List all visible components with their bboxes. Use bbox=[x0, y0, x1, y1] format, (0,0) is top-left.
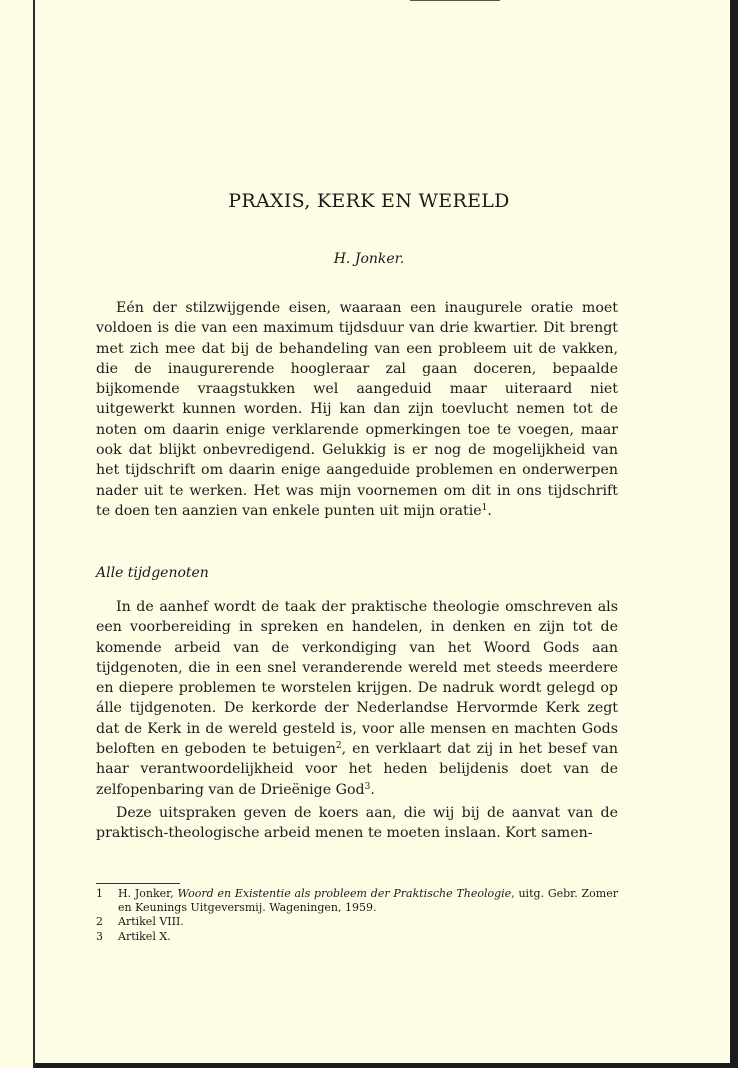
footnote-2 bbox=[96, 915, 618, 929]
footnote-1 bbox=[96, 887, 618, 915]
article-title: PRAXIS, KERK EN WERELD bbox=[228, 190, 510, 212]
section-paragraph-1 bbox=[96, 597, 618, 800]
scan-edge-right bbox=[730, 0, 738, 1068]
section-heading: Alle tijdgenoten bbox=[96, 565, 209, 581]
footnote-mark: 3 bbox=[96, 929, 103, 943]
footnote-rule bbox=[96, 883, 180, 884]
intro-paragraph bbox=[96, 298, 618, 521]
footnote-ref-1[interactable]: 1 bbox=[481, 502, 488, 513]
footnote-mark: 1 bbox=[96, 887, 103, 900]
footnote-mark: 2 bbox=[96, 915, 103, 929]
footnotes bbox=[96, 887, 618, 944]
footnote-3 bbox=[96, 930, 618, 944]
intro-end: . bbox=[487, 502, 492, 519]
section-paragraph-2: Deze uitspraken geven de koers aan, die wij bij de aanvat van de praktisch-theologische arbeid menen te moeten inslaan. Kort samen- bbox=[96, 805, 618, 842]
article-author: H. Jonker. bbox=[333, 251, 405, 267]
section-paragraph-1-end: . bbox=[370, 781, 375, 798]
footnote-text bbox=[118, 887, 618, 915]
footnote-ref-3[interactable]: 3 bbox=[364, 781, 371, 792]
footnote-ref-2[interactable]: 2 bbox=[335, 741, 342, 752]
footnote-book-title: Woord en Existentie als probleem der Praktische Theologie bbox=[177, 887, 512, 900]
scan-edge-top bbox=[410, 0, 500, 1]
footnote-author: H. Jonker, bbox=[118, 887, 174, 900]
section-paragraph-1-text-b: , en verklaart dat zij in het besef van haar verantwoordelijkheid voor het heden belijdenis doet van de zelfopenbaring van de Drieënige God bbox=[96, 741, 618, 798]
scan-edge-left bbox=[33, 0, 35, 1068]
footnote-publisher: , uitg. Gebr. Zomer en Keunings Uitgeversmij. Wageningen, 1959. bbox=[118, 887, 618, 915]
footnote-text: Artikel VIII. bbox=[118, 915, 184, 929]
section-paragraph-1-text-a: In de aanhef wordt de taak der praktische theologie omschreven als een voorbereiding in spreken en handelen, in denken en zijn tot de komende arbeid van de verkondiging van het Woord Gods aan tijdgenoten, die in een snel veranderende wereld met steeds meerdere en diepere problemen te worstelen krijgen. De nadruk wordt gelegd op álle tijdgenoten. De kerkorde der Nederlandse Hervormde Kerk zegt dat de Kerk in de wereld gesteld is, voor alle mensen en machten Gods beloften en geboden te betuigen bbox=[96, 599, 618, 758]
intro-text: Eén der stilzwijgende eisen, waaraan een inaugurele oratie moet voldoen is die van een maximum tijdsduur van drie kwartier. Dit brengt met zich mee dat bij de behandeling van een probleem uit de vakken, die de inaugurerende hoogleraar zal gaan doceren, bepaalde bijkomende vraagstukken wel aangeduid maar uiteraard niet uitgewerkt kunnen worden. Hij kan dan zijn toevlucht nemen tot de noten om daarin enige verklarende opmerkingen toe te voegen, maar ook dat blijkt onbevredigend. Gelukkig is er nog de mogelijkheid van het tijdschrift om daarin enige aangeduide problemen en onderwerpen nader uit te werken. Het was mijn voornemen om dit in ons tijdschrift te doen ten aanzien van enkele punten uit mijn oratie bbox=[96, 300, 618, 519]
footnote-text: Artikel X. bbox=[118, 929, 171, 943]
scan-edge-bottom bbox=[35, 1063, 735, 1068]
